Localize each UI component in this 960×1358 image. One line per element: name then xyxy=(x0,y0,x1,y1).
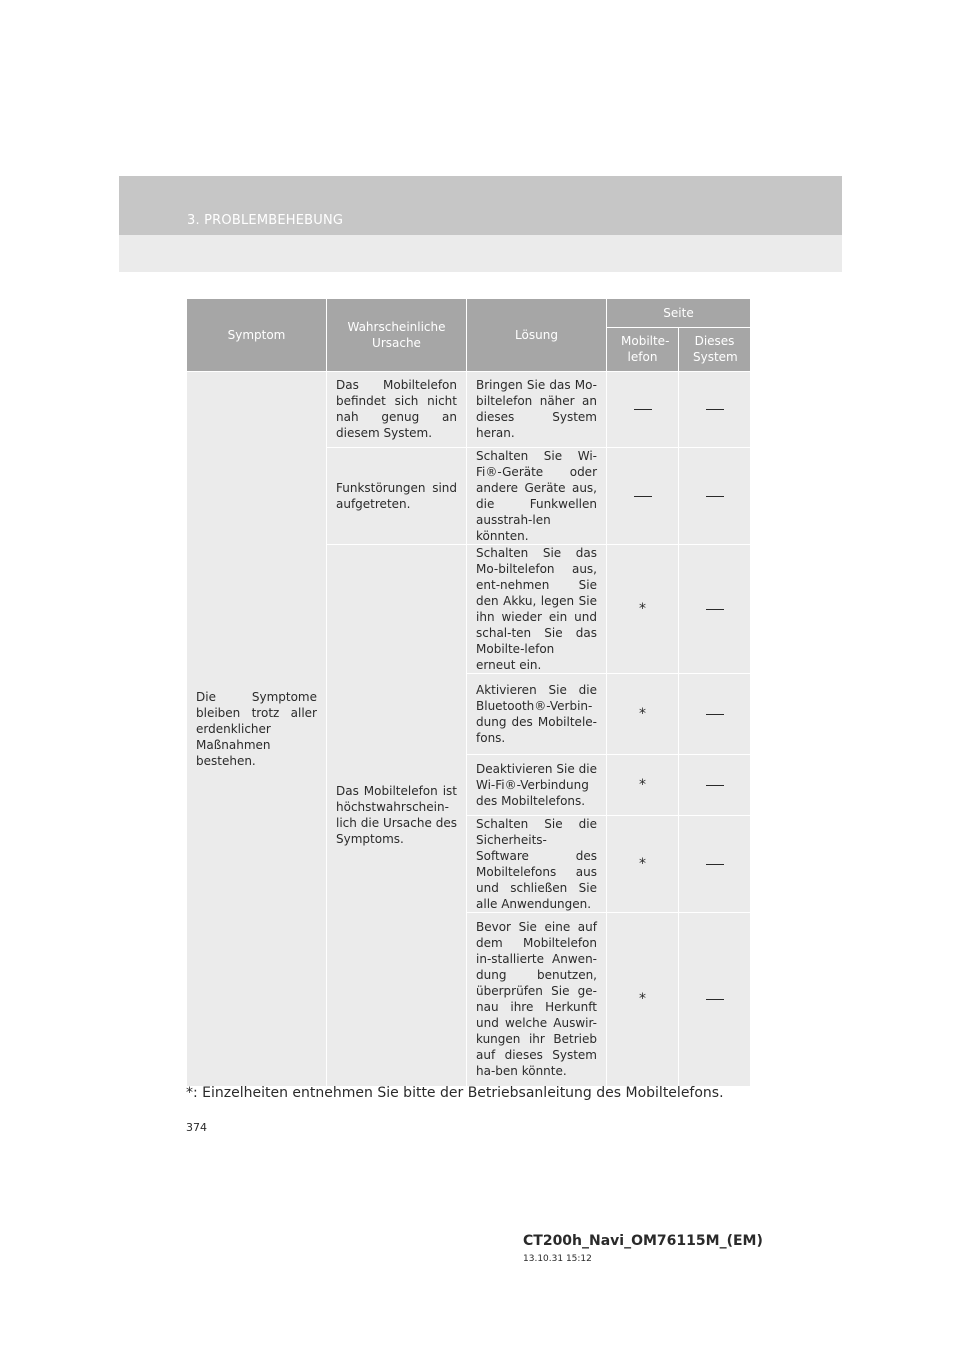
solution-cell: Aktivieren Sie die Bluetooth®-Verbin-dung des Mobiltele-fons. xyxy=(467,673,607,754)
page-number: 374 xyxy=(186,1121,207,1134)
solution-cell: Schalten Sie Wi-Fi®-Geräte oder andere Geräte aus, die Funkwellen ausstrah-len könnten. xyxy=(467,447,607,544)
footnote: *: Einzelheiten entnehmen Sie bitte der Betriebsanleitung des Mobiltelefons. xyxy=(186,1085,724,1101)
cause-cell: Funkstörungen sind aufgetreten. xyxy=(327,447,467,544)
cause-cell: Das Mobiltelefon ist höchstwahrschein-lich die Ursache des Symptoms. xyxy=(327,544,467,1086)
page-system-cell xyxy=(679,371,751,447)
dash-mark xyxy=(706,999,724,1000)
document-timestamp: 13.10.31 15:12 xyxy=(523,1254,592,1264)
dash-mark xyxy=(706,785,724,786)
header-page: Seite xyxy=(607,299,751,327)
header-system: Dieses System xyxy=(679,327,751,371)
solution-cell: Bevor Sie eine auf dem Mobiltelefon in-stallierte Anwen-dung benutzen, überprüfen Sie ge-nau ihre Herkunft und welche Auswir-kungen ihr Betrieb auf dieses System ha-ben könnte. xyxy=(467,912,607,1086)
solution-cell: Deaktivieren Sie die Wi-Fi®-Verbindung des Mobiltelefons. xyxy=(467,754,607,815)
page-phone-cell xyxy=(607,815,679,912)
star-mark: * xyxy=(639,600,646,617)
page-phone-cell xyxy=(607,912,679,1086)
symptom-cell: Die Symptome bleiben trotz aller erdenklicher Maßnahmen bestehen. xyxy=(187,371,327,1086)
cause-cell: Das Mobiltelefon befindet sich nicht nah genug an diesem System. xyxy=(327,371,467,447)
star-mark: * xyxy=(639,776,646,793)
dash-mark xyxy=(706,609,724,610)
solution-cell: Schalten Sie die Sicherheits-Software des Mobiltelefons aus und schließen Sie alle Anwendungen. xyxy=(467,815,607,912)
page-phone-cell xyxy=(607,673,679,754)
header-phone: Mobilte-lefon xyxy=(607,327,679,371)
dash-mark xyxy=(706,496,724,497)
document-id: CT200h_Navi_OM76115M_(EM) xyxy=(523,1233,763,1249)
header-cause: Wahrscheinliche Ursache xyxy=(327,299,467,371)
dash-mark xyxy=(706,714,724,715)
dash-mark xyxy=(634,496,652,497)
solution-cell: Bringen Sie das Mo-biltelefon näher an dieses System heran. xyxy=(467,371,607,447)
dash-mark xyxy=(706,864,724,865)
header-solution: Lösung xyxy=(467,299,607,371)
page-phone-cell xyxy=(607,371,679,447)
star-mark: * xyxy=(639,705,646,722)
dash-mark xyxy=(706,409,724,410)
troubleshooting-table xyxy=(186,299,751,1087)
page-system-cell xyxy=(679,754,751,815)
header-symptom: Symptom xyxy=(187,299,327,371)
solution-cell: Schalten Sie das Mo-biltelefon aus, ent-nehmen Sie den Akku, legen Sie ihn wieder ein und schal-ten Sie das Mobilte-lefon erneut ein. xyxy=(467,544,607,673)
page-system-cell xyxy=(679,447,751,544)
star-mark: * xyxy=(639,991,646,1007)
page-phone-cell xyxy=(607,544,679,673)
page-phone-cell xyxy=(607,754,679,815)
page-system-cell xyxy=(679,673,751,754)
page-system-cell xyxy=(679,544,751,673)
star-mark: * xyxy=(639,855,646,872)
page-phone-cell xyxy=(607,447,679,544)
page-system-cell xyxy=(679,912,751,1086)
page-system-cell xyxy=(679,815,751,912)
dash-mark xyxy=(634,409,652,410)
table-row xyxy=(187,371,751,447)
section-title: 3. PROBLEMBEHEBUNG xyxy=(187,213,344,228)
